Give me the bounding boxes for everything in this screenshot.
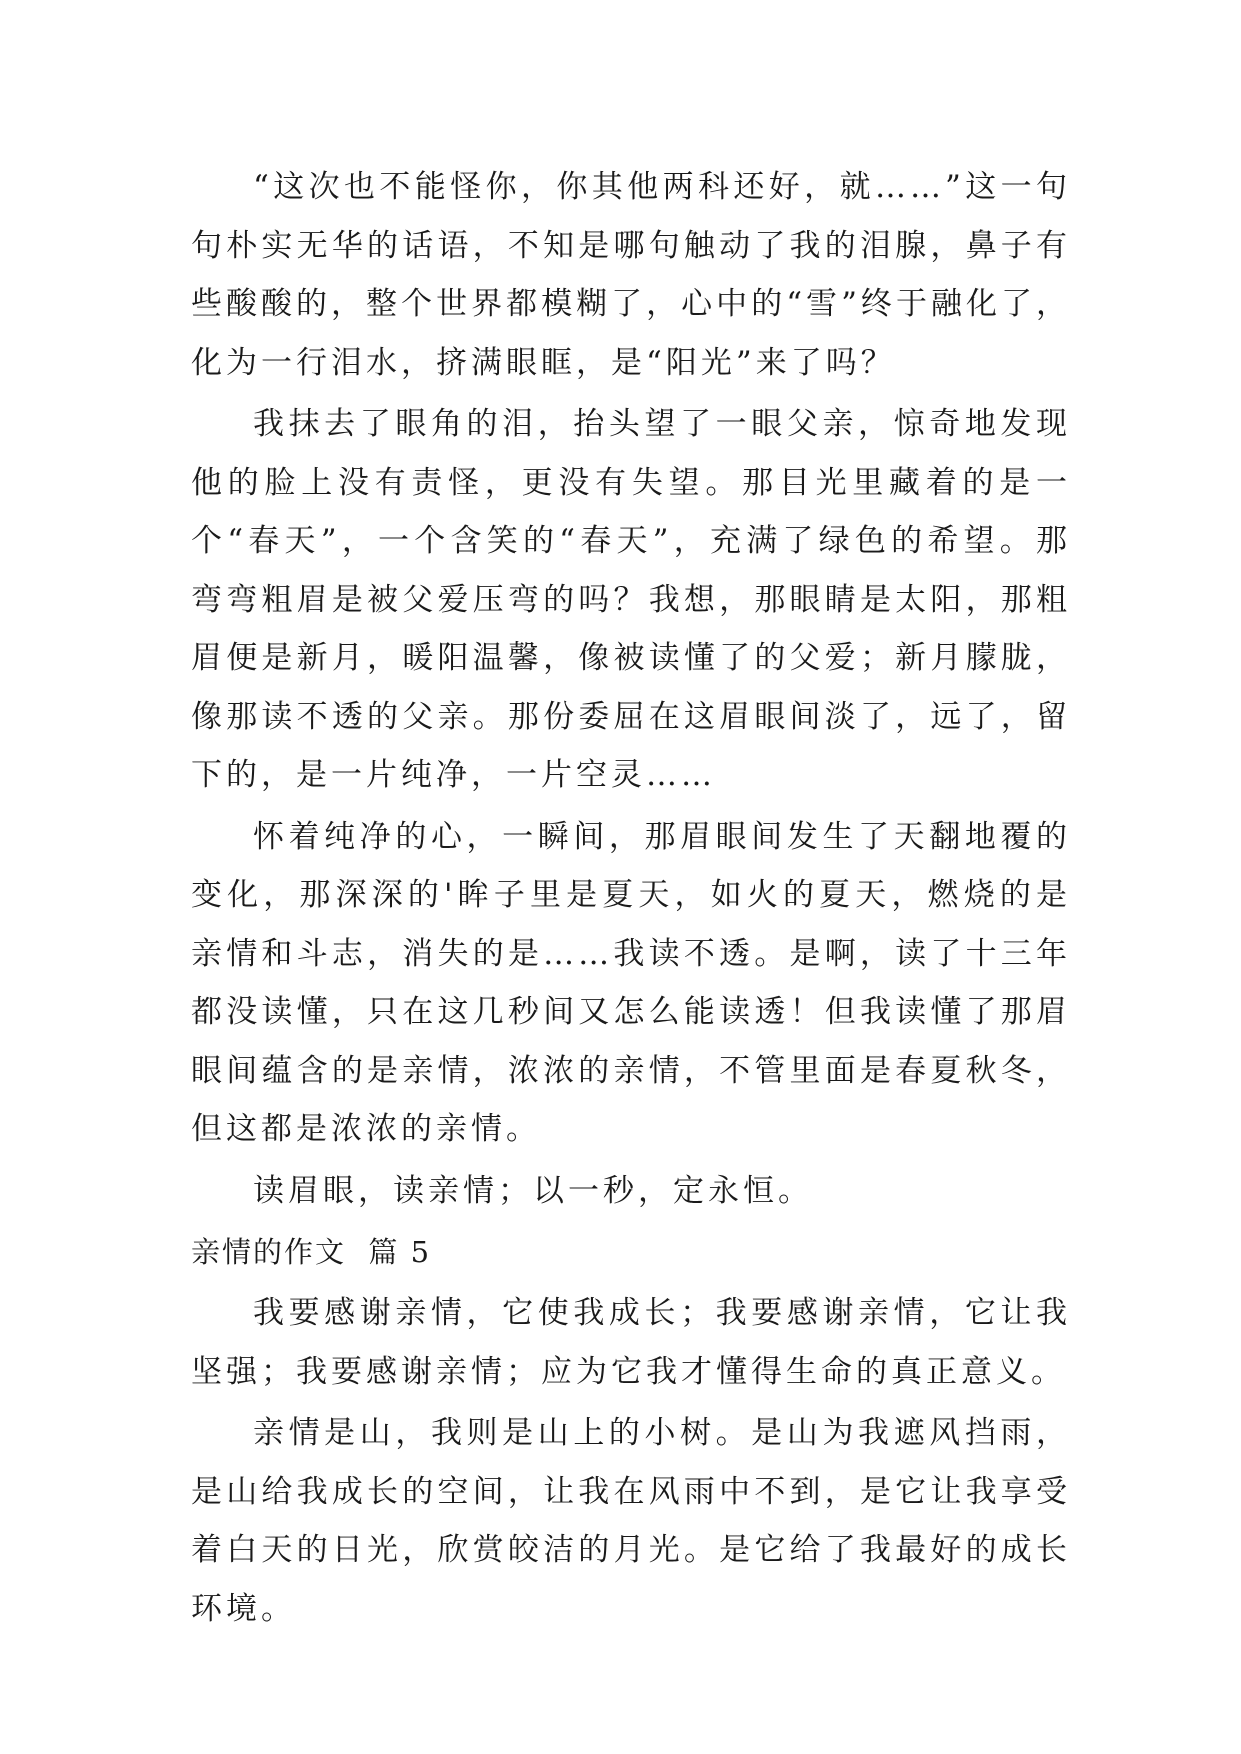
paragraph: 亲情是山，我则是山上的小树。是山为我遮风挡雨，是山给我成长的空间，让我在风雨中不到，是它让我享受着白天的日光，欣赏皎洁的月光。是它给了我最好的成长环境。 xyxy=(191,1415,1071,1627)
paragraph: 读眉眼，读亲情；以一秒，定永恒。 xyxy=(253,1172,813,1209)
section-heading: 亲情的作文 篇 5 xyxy=(191,1235,432,1269)
paragraph: “这次也不能怪你，你其他两科还好，就……”这一句句朴实无华的话语，不知是哪句触动了我的泪腺，鼻子有些酸酸的，整个世界都模糊了，心中的“雪”终于融化了，化为一行泪水，挤满眼眶，是“阳光”来了吗？ xyxy=(191,169,1071,381)
paragraph: 我抹去了眼角的泪，抬头望了一眼父亲，惊奇地发现他的脸上没有责怪，更没有失望。那目光里藏着的是一个“春天”，一个含笑的“春天”，充满了绿色的希望。那弯弯粗眉是被父爱压弯的吗？我想，那眼睛是太阳，那粗眉便是新月，暖阳温馨，像被读懂了的父爱；新月朦胧，像那读不透的父亲。那份委屈在这眉眼间淡了，远了，留下的，是一片纯净，一片空灵…… xyxy=(191,406,1071,793)
document-body xyxy=(191,158,1071,1641)
paragraph: 我要感谢亲情，它使我成长；我要感谢亲情，它让我坚强；我要感谢亲情；应为它我才懂得生命的真正意义。 xyxy=(191,1295,1071,1390)
paragraph: 怀着纯净的心，一瞬间，那眉眼间发生了天翻地覆的变化，那深深的'眸子里是夏天，如火的夏天，燃烧的是亲情和斗志，消失的是……我读不透。是啊，读了十三年都没读懂，只在这几秒间又怎么能读透！但我读懂了那眉眼间蕴含的是亲情，浓浓的亲情，不管里面是春夏秋冬，但这都是浓浓的亲情。 xyxy=(191,818,1071,1147)
